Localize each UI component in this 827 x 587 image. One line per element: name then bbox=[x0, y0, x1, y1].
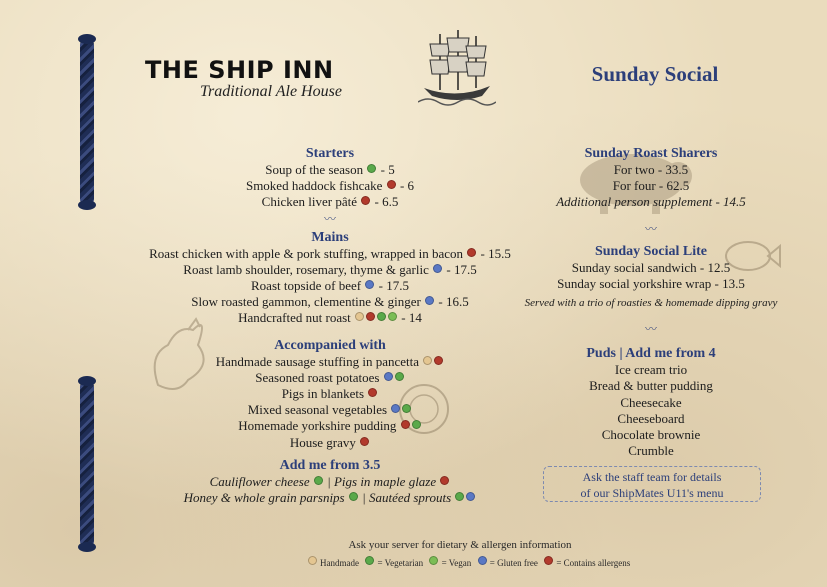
lite-note: Served with a trio of roasties & homemade dipping gravy bbox=[524, 297, 778, 310]
menu-item-name: Mixed seasonal vegetables bbox=[247, 402, 388, 418]
kids-menu-line-1: Ask the staff team for details bbox=[582, 470, 722, 484]
vegetarian-dot-icon bbox=[314, 476, 323, 485]
sharers-item: For two - 33.5 bbox=[613, 162, 689, 177]
vegetarian-dot-icon bbox=[455, 492, 464, 501]
menu-item-name: Smoked haddock fishcake bbox=[245, 178, 383, 194]
menu-item-name: Pigs in blankets bbox=[281, 386, 365, 402]
divider-squiggle: 〰 bbox=[323, 211, 336, 226]
menu-item bbox=[140, 246, 520, 262]
menu-item-name: House gravy bbox=[289, 434, 356, 450]
gluten-free-dot-icon bbox=[384, 372, 393, 381]
menu-item bbox=[140, 178, 520, 194]
menu-item bbox=[140, 194, 520, 210]
vegetarian-dot-icon bbox=[365, 556, 374, 565]
vegan-dot-icon bbox=[388, 312, 397, 321]
menu-item bbox=[140, 418, 520, 434]
ship-illustration bbox=[418, 26, 496, 110]
mains-title: Mains bbox=[311, 229, 349, 245]
menu-item-name: Roast chicken with apple & pork stuffing, wrapped in bacon bbox=[149, 245, 463, 261]
addme-item: Cauliflower cheese bbox=[209, 473, 310, 489]
allergen-dot-icon bbox=[544, 556, 553, 565]
menu-item-name: Seasoned roast potatoes bbox=[255, 369, 380, 385]
vegetarian-dot-icon bbox=[349, 492, 358, 501]
rope-border-top bbox=[80, 38, 94, 206]
menu-item-name: Homemade yorkshire pudding bbox=[238, 418, 397, 434]
sharers-supplement: Additional person supplement - 14.5 bbox=[556, 194, 746, 210]
rope-border-bottom bbox=[80, 380, 94, 548]
divider-squiggle: 〰 bbox=[644, 322, 657, 337]
puds-item: Crumble bbox=[628, 443, 674, 459]
menu-item-price: - 17.5 bbox=[375, 278, 409, 294]
menu-item bbox=[140, 310, 520, 326]
allergen-dot-icon bbox=[387, 180, 396, 189]
starters-title: Starters bbox=[305, 146, 355, 161]
allergen-dot-icon bbox=[368, 388, 377, 397]
puds-item: Bread & butter pudding bbox=[589, 378, 713, 394]
menu-item-name: Handcrafted nut roast bbox=[238, 310, 351, 326]
menu-item bbox=[140, 386, 520, 402]
left-column bbox=[140, 145, 520, 506]
menu-item-price: - 5 bbox=[377, 162, 395, 177]
allergen-dot-icon bbox=[467, 248, 476, 257]
allergen-note: Ask your server for dietary & allergen information bbox=[348, 539, 572, 551]
gluten-free-dot-icon bbox=[425, 296, 434, 305]
brand-name: THE SHIP INN bbox=[145, 56, 334, 84]
menu-item bbox=[140, 278, 520, 294]
allergen-dot-icon bbox=[434, 356, 443, 365]
vegetarian-dot-icon bbox=[377, 312, 386, 321]
allergen-dot-icon bbox=[361, 196, 370, 205]
puds-item: Cheesecake bbox=[620, 394, 682, 410]
legend-label: = Gluten free bbox=[489, 558, 538, 568]
lite-title: Sunday Social Lite bbox=[594, 243, 708, 259]
accompanied-list bbox=[140, 354, 520, 451]
allergen-dot-icon bbox=[440, 476, 449, 485]
lite-item: Sunday social yorkshire wrap - 13.5 bbox=[557, 275, 745, 291]
menu-item bbox=[140, 294, 520, 310]
addme-item: Honey & whole grain parsnips bbox=[183, 490, 345, 506]
menu-item bbox=[140, 370, 520, 386]
gluten-free-dot-icon bbox=[365, 280, 374, 289]
menu-item-price: - 6 bbox=[396, 178, 415, 194]
menu-item-price: - 16.5 bbox=[435, 294, 469, 310]
menu-item-name: Handmade sausage stuffing in pancetta bbox=[215, 353, 420, 369]
right-column bbox=[510, 145, 792, 459]
addme-item: Pigs in maple glaze bbox=[333, 473, 437, 489]
addme-item: Sautéed sprouts bbox=[368, 490, 452, 506]
brand-tagline: Traditional Ale House bbox=[200, 83, 342, 100]
vegetarian-dot-icon bbox=[412, 420, 421, 429]
allergen-dot-icon bbox=[366, 312, 375, 321]
accompanied-title: Accompanied with bbox=[274, 337, 386, 353]
handmade-dot-icon bbox=[355, 312, 364, 321]
allergen-dot-icon bbox=[360, 437, 369, 446]
vegetarian-dot-icon bbox=[395, 372, 404, 381]
menu-item-price: - 14 bbox=[398, 310, 422, 326]
menu-item bbox=[140, 402, 520, 418]
gluten-free-dot-icon bbox=[466, 492, 475, 501]
dietary-legend bbox=[290, 556, 650, 568]
allergen-dot-icon bbox=[401, 420, 410, 429]
addme-separator: | bbox=[358, 490, 369, 506]
sharers-item: For four - 62.5 bbox=[612, 178, 690, 194]
menu-item-name: Roast lamb shoulder, rosemary, thyme & garlic bbox=[183, 261, 429, 277]
legend-item bbox=[428, 558, 471, 568]
menu-item-name: Chicken liver pâté bbox=[261, 194, 357, 210]
menu-item-price: - 17.5 bbox=[443, 261, 477, 277]
menu-item bbox=[140, 162, 520, 178]
gluten-free-dot-icon bbox=[391, 404, 400, 413]
legend-label: = Vegan bbox=[441, 558, 472, 568]
handmade-dot-icon bbox=[308, 556, 317, 565]
menu-item-price: - 15.5 bbox=[477, 245, 511, 261]
menu-item bbox=[140, 435, 520, 451]
kids-menu-notice bbox=[543, 466, 761, 502]
starters-list bbox=[140, 162, 520, 211]
menu-item bbox=[140, 262, 520, 278]
addme-line-1 bbox=[140, 474, 520, 490]
kids-menu-line-2: of our ShipMates U11's menu bbox=[580, 486, 724, 500]
legend-item bbox=[307, 558, 359, 568]
menu-item bbox=[140, 354, 520, 370]
menu-item-name: Soup of the season bbox=[265, 162, 364, 177]
legend-item bbox=[543, 558, 630, 568]
gluten-free-dot-icon bbox=[478, 556, 487, 565]
legend-item bbox=[364, 558, 423, 568]
vegetarian-dot-icon bbox=[367, 164, 376, 173]
legend-label: Handmade bbox=[319, 558, 359, 568]
puds-item: Ice cream trio bbox=[614, 362, 688, 378]
legend-label: = Contains allergens bbox=[556, 558, 631, 568]
gluten-free-dot-icon bbox=[433, 264, 442, 273]
addme-title: Add me from 3.5 bbox=[279, 457, 381, 473]
menu-item-price: - 6.5 bbox=[371, 194, 399, 210]
vegan-dot-icon bbox=[429, 556, 438, 565]
sharers-title: Sunday Roast Sharers bbox=[584, 146, 718, 161]
menu-item-name: Slow roasted gammon, clementine & ginger bbox=[191, 294, 421, 310]
handmade-dot-icon bbox=[423, 356, 432, 365]
addme-line-2 bbox=[140, 490, 520, 506]
menu-title: Sunday Social bbox=[591, 62, 719, 86]
vegetarian-dot-icon bbox=[402, 404, 411, 413]
puds-item: Cheeseboard bbox=[617, 410, 685, 426]
legend-label: = Vegetarian bbox=[377, 558, 424, 568]
addme-separator: | bbox=[323, 473, 334, 489]
puds-item: Chocolate brownie bbox=[601, 427, 701, 443]
mains-list bbox=[140, 246, 520, 327]
menu-item-name: Roast topside of beef bbox=[251, 278, 362, 294]
legend-item bbox=[477, 558, 538, 568]
lite-item: Sunday social sandwich - 12.5 bbox=[571, 259, 731, 275]
divider-squiggle: 〰 bbox=[644, 221, 657, 236]
puds-title: Puds | Add me from 4 bbox=[586, 346, 716, 362]
